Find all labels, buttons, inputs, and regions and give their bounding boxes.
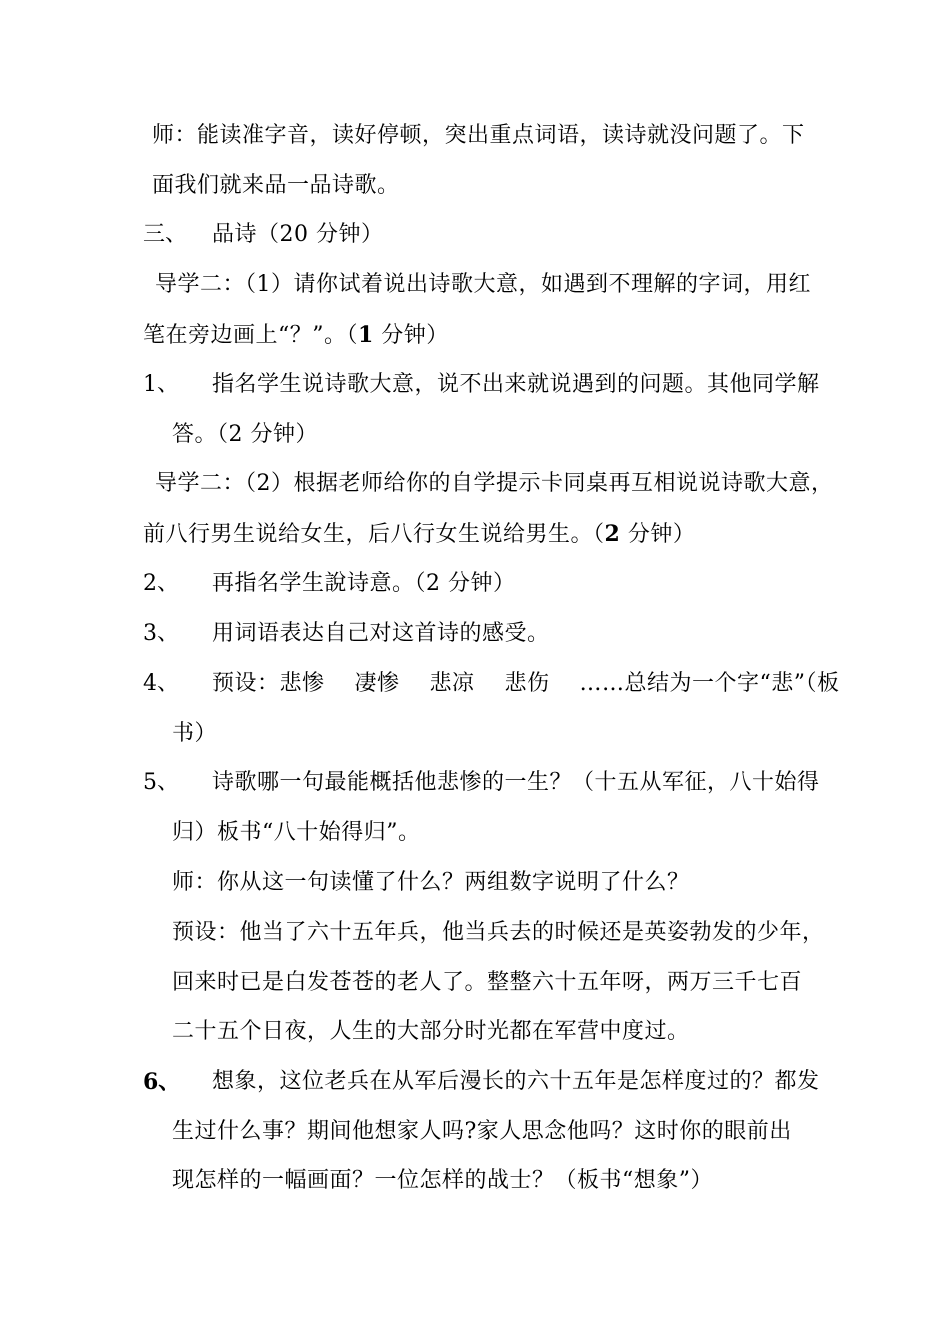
item-4-line-a: 预设：悲惨 凄惨 悲凉 悲伤 ……总结为一个字“悲”（板 (212, 671, 840, 696)
item-4-number: 4、 (143, 671, 179, 696)
item-3-line-a: 用词语表达自己对这首诗的感受。 (212, 621, 550, 646)
guide-2-1-text: 笔在旁边画上“？”。（ (143, 323, 358, 348)
teacher-question: 师：你从这一句读懂了什么？两组数字说明了什么？ (172, 870, 690, 895)
item-3-number: 3、 (143, 621, 179, 646)
guide-2-2-unit: 分钟） (620, 522, 696, 547)
item-6-line-c: 现怎样的一幅画面？一位怎样的战士？（板书“想象”） (172, 1168, 713, 1193)
item-5-line-a: 诗歌哪一句最能概括他悲惨的一生？（十五从军征，八十始得 (212, 770, 820, 795)
preset-answer-line-2: 回来时已是白发苍苍的老人了。整整六十五年呀，两万三千七百 (172, 970, 803, 995)
item-5-line-b: 归）板书“八十始得归”。 (172, 820, 421, 845)
preset-answer-line-1: 预设：他当了六十五年兵，他当兵去的时候还是英姿勃发的少年， (172, 920, 825, 945)
item-2-number: 2、 (143, 571, 179, 596)
teacher-line-2: 面我们就来品一品诗歌。 (152, 173, 400, 198)
item-6-number: 6、 (143, 1069, 181, 1095)
guide-2-2-line-b (143, 519, 695, 550)
section-three-number: 三、 (143, 222, 188, 247)
item-6-line-a: 想象，这位老兵在从军后漫长的六十五年是怎样度过的？都发 (212, 1069, 820, 1094)
guide-2-2-text: 前八行男生说给女生，后八行女生说给男生。（ (143, 522, 605, 547)
guide-2-2-line-a: 导学二：（2）根据老师给你的自学提示卡同桌再互相说说诗歌大意， (155, 471, 834, 496)
guide-2-1-line-b (143, 320, 449, 351)
section-three-title: 品诗（20 分钟） (212, 222, 384, 247)
guide-2-2-minutes: 2 (604, 521, 621, 547)
item-4-line-b: 书） (172, 721, 218, 746)
guide-2-1-minutes: 1 (358, 322, 374, 348)
teacher-line-1: 师：能读准字音，读好停顿，突出重点词语，读诗就没问题了。下 (152, 123, 805, 148)
guide-2-1-unit: 分钟） (373, 323, 449, 348)
item-6-line-b: 生过什么事？期间他想家人吗?家人思念他吗？这时你的眼前出 (172, 1119, 792, 1144)
item-1-line-a: 指名学生说诗歌大意，说不出来就说遇到的问题。其他同学解 (212, 372, 820, 397)
item-1-number: 1、 (143, 372, 179, 397)
item-5-number: 5、 (143, 770, 179, 795)
item-2-line-a: 再指名学生說诗意。（2 分钟） (212, 571, 516, 596)
guide-2-1-line-a: 导学二：（1）请你试着说出诗歌大意，如遇到不理解的字词，用红 (155, 272, 811, 297)
preset-answer-line-3: 二十五个日夜，人生的大部分时光都在军营中度过。 (172, 1019, 690, 1044)
item-1-line-b: 答。（2 分钟） (172, 422, 318, 447)
